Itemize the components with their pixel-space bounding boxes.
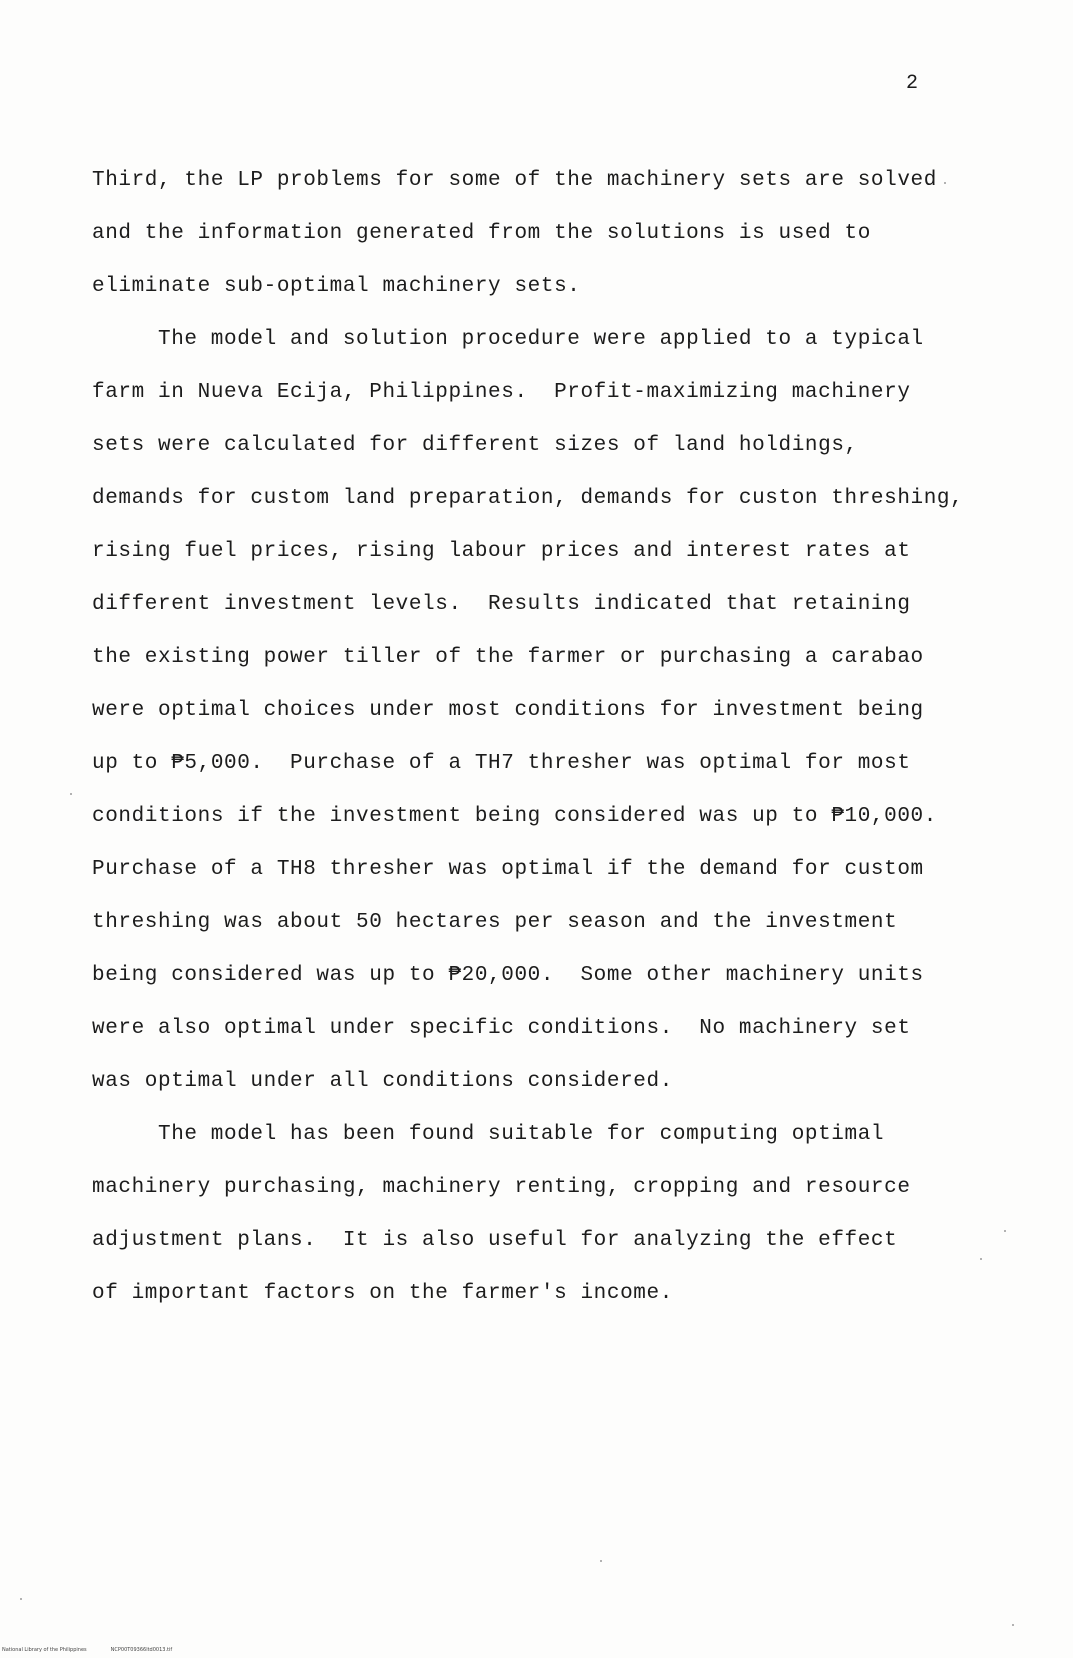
text-line: were also optimal under specific conditions. No machinery set <box>92 1017 911 1040</box>
scan-speck <box>600 1560 602 1562</box>
text-line: up to ₱5,000. Purchase of a TH7 thresher was optimal for most <box>92 752 911 775</box>
text-line: the existing power tiller of the farmer or purchasing a carabao <box>92 646 924 669</box>
text-line: The model and solution procedure were applied to a typical <box>158 328 924 351</box>
scan-speck <box>980 1258 982 1260</box>
page-number: 2 <box>906 72 919 95</box>
scan-speck <box>1004 1230 1006 1232</box>
text-line: eliminate sub-optimal machinery sets. <box>92 275 581 298</box>
text-line: sets were calculated for different sizes of land holdings, <box>92 434 858 457</box>
library-label: National Library of the Philippines <box>2 1647 87 1653</box>
text-line: farm in Nueva Ecija, Philippines. Profit-maximizing machinery <box>92 381 911 404</box>
text-line: conditions if the investment being considered was up to ₱10,000. <box>92 805 937 828</box>
text-line: of important factors on the farmer's income. <box>92 1282 673 1305</box>
text-line: adjustment plans. It is also useful for analyzing the effect <box>92 1229 898 1252</box>
text-line: machinery purchasing, machinery renting, cropping and resource <box>92 1176 911 1199</box>
text-line: were optimal choices under most conditions for investment being <box>92 699 924 722</box>
text-line: Third, the LP problems for some of the machinery sets are solved <box>92 169 937 192</box>
text-line: The model has been found suitable for computing optimal <box>158 1123 885 1146</box>
scan-speck <box>944 182 946 184</box>
scan-speck <box>20 1598 22 1600</box>
scan-footer <box>2 1647 196 1653</box>
text-line: was optimal under all conditions considered. <box>92 1070 673 1093</box>
text-line: Purchase of a TH8 thresher was optimal if the demand for custom <box>92 858 924 881</box>
text-line: being considered was up to ₱20,000. Some other machinery units <box>92 964 924 987</box>
text-line: threshing was about 50 hectares per season and the investment <box>92 911 898 934</box>
text-line: rising fuel prices, rising labour prices and interest rates at <box>92 540 911 563</box>
file-id-label: NCP00T09366ltd0013.tif <box>110 1647 173 1653</box>
scan-speck <box>70 793 72 795</box>
body-text <box>92 170 972 1336</box>
text-line: different investment levels. Results indicated that retaining <box>92 593 911 616</box>
text-line: and the information generated from the solutions is used to <box>92 222 871 245</box>
scan-speck <box>1012 1624 1014 1626</box>
text-line: demands for custom land preparation, demands for custon threshing, <box>92 487 964 510</box>
